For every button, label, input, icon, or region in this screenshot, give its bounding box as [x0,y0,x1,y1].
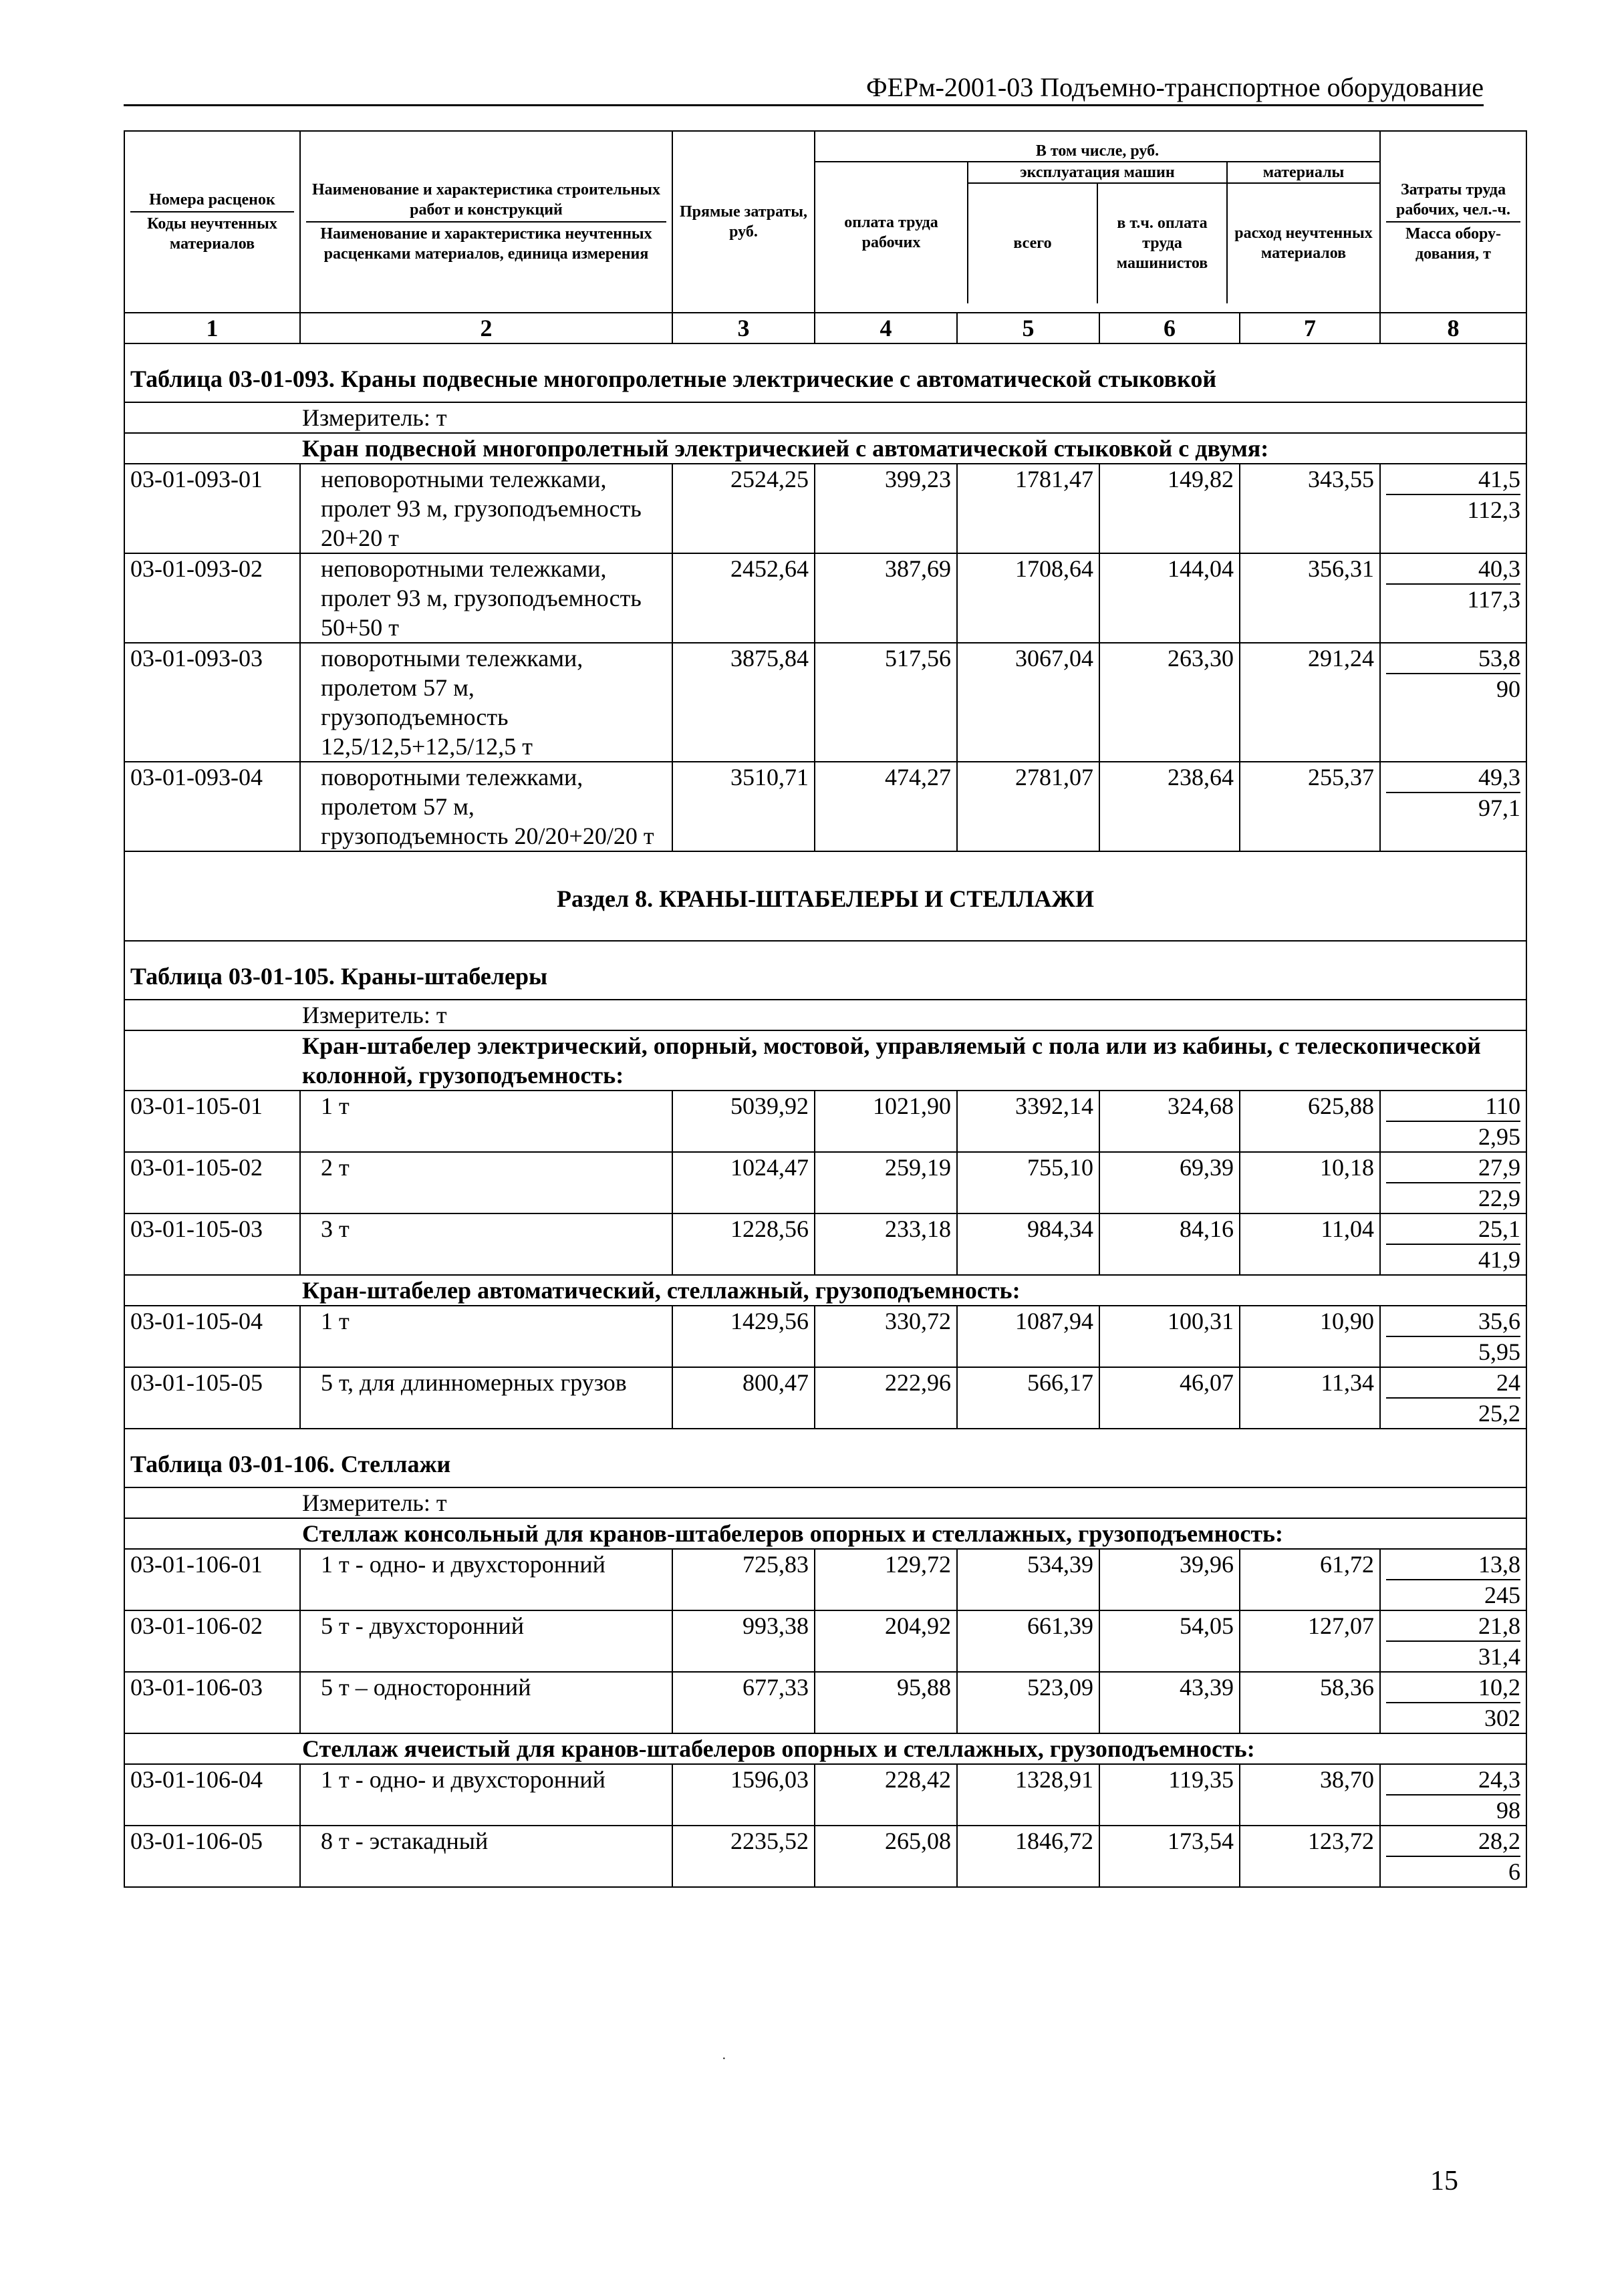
col-number: 4 [815,313,957,343]
mass-value: 41,9 [1478,1246,1520,1273]
labor-mass-cell [1380,1306,1526,1367]
labor-value: 25,1 [1386,1214,1520,1245]
value-c4: 222,96 [815,1367,957,1429]
labor-value: 24,3 [1386,1765,1520,1796]
work-name: 5 т - двухсторонний [300,1610,672,1672]
value-c4: 204,92 [815,1610,957,1672]
value-c5: 661,39 [957,1610,1099,1672]
work-name: неповоротными тележками, пролет 93 м, грузоподъемность 50+50 т [300,553,672,643]
rate-code: 03-01-106-05 [124,1826,300,1887]
labor-value: 21,8 [1386,1611,1520,1642]
value-c3: 1596,03 [672,1764,815,1826]
table-row [124,1213,1526,1275]
mass-value: 2,95 [1478,1123,1520,1150]
table-title: Таблица 03-01-105. Краны-штабелеры [124,941,1526,1000]
rate-code: 03-01-106-02 [124,1610,300,1672]
mass-value: 90 [1496,676,1520,702]
value-c5: 1846,72 [957,1826,1099,1887]
rate-code: 03-01-105-01 [124,1091,300,1152]
labor-mass-cell [1380,1764,1526,1826]
col-number: 2 [300,313,672,343]
labor-mass-cell [1380,1091,1526,1152]
rate-code: 03-01-093-03 [124,643,300,762]
value-c6: 39,96 [1099,1549,1240,1610]
labor-value: 13,8 [1386,1550,1520,1580]
col3-head: Прямые затраты, руб. [672,131,815,313]
table-row [124,1091,1526,1152]
work-name: 5 т – односторонний [300,1672,672,1733]
group-header: Стеллаж консольный для кранов-штабелеров опорных и стеллажных, грузоподъемность: [124,1518,1526,1549]
value-c3: 2235,52 [672,1826,815,1887]
table-title-row [124,343,1526,402]
value-c7: 127,07 [1240,1610,1380,1672]
col1-head-bottom: Коды неучтенных материалов [147,215,277,253]
labor-mass-cell [1380,1826,1526,1887]
table-row [124,553,1526,643]
value-c6: 43,39 [1099,1672,1240,1733]
header-row [124,131,1526,313]
value-c3: 1024,47 [672,1152,815,1213]
value-c4: 129,72 [815,1549,957,1610]
labor-value: 24 [1386,1368,1520,1399]
labor-value: 110 [1386,1091,1520,1122]
rate-code: 03-01-093-02 [124,553,300,643]
value-c5: 755,10 [957,1152,1099,1213]
value-c3: 2452,64 [672,553,815,643]
rate-code: 03-01-105-05 [124,1367,300,1429]
rate-code: 03-01-106-01 [124,1549,300,1610]
col-number: 5 [957,313,1099,343]
labor-value: 27,9 [1386,1153,1520,1183]
value-c7: 123,72 [1240,1826,1380,1887]
value-c6: 149,82 [1099,464,1240,553]
value-c6: 84,16 [1099,1213,1240,1275]
mass-value: 245 [1484,1582,1520,1608]
group-header-row [124,1518,1526,1549]
labor-mass-cell [1380,762,1526,851]
value-c4: 95,88 [815,1672,957,1733]
value-c3: 993,38 [672,1610,815,1672]
col-number: 8 [1380,313,1526,343]
value-c4: 330,72 [815,1306,957,1367]
labor-mass-cell [1380,1610,1526,1672]
value-c3: 5039,92 [672,1091,815,1152]
header-title: ФЕРм-2001-03 Подъемно-транспортное оборудование [865,72,1484,102]
value-c7: 11,04 [1240,1213,1380,1275]
value-c5: 3392,14 [957,1091,1099,1152]
value-c7: 58,36 [1240,1672,1380,1733]
value-c5: 523,09 [957,1672,1099,1733]
value-c6: 263,30 [1099,643,1240,762]
mass-value: 5,95 [1478,1338,1520,1365]
col-number: 1 [124,313,300,343]
mass-value: 22,9 [1478,1185,1520,1211]
work-name: 5 т, для длинномерных грузов [300,1367,672,1429]
measure-unit-row [124,1487,1526,1518]
col6-head: в т.ч. оплата труда машинистов [1097,183,1227,303]
work-name: 1 т - одно- и двухсторонний [300,1549,672,1610]
value-c6: 119,35 [1099,1764,1240,1826]
section-title: Раздел 8. КРАНЫ-ШТАБЕЛЕРЫ И СТЕЛЛАЖИ [124,851,1526,941]
value-c7: 255,37 [1240,762,1380,851]
value-c3: 1228,56 [672,1213,815,1275]
labor-value: 35,6 [1386,1306,1520,1337]
labor-mass-cell [1380,1152,1526,1213]
value-c4: 1021,90 [815,1091,957,1152]
stray-dot: · [722,2051,726,2066]
value-c7: 10,18 [1240,1152,1380,1213]
value-c6: 69,39 [1099,1152,1240,1213]
labor-value: 53,8 [1386,643,1520,674]
value-c4: 399,23 [815,464,957,553]
measure-unit-row [124,1000,1526,1030]
col2-head-top: Наименование и характеристика строительных работ и конструкций [306,180,666,223]
table-row [124,1764,1526,1826]
mass-value: 302 [1484,1705,1520,1731]
mat-head: материалы [1227,162,1379,183]
group-header: Кран подвесной многопролетный электрическией с автоматической стыковкой с двумя: [124,433,1526,464]
table-row [124,1306,1526,1367]
value-c7: 61,72 [1240,1549,1380,1610]
mass-value: 25,2 [1478,1400,1520,1427]
rate-code: 03-01-106-04 [124,1764,300,1826]
value-c4: 265,08 [815,1826,957,1887]
table-row [124,1367,1526,1429]
work-name: неповоротными тележками, пролет 93 м, грузоподъемность 20+20 т [300,464,672,553]
table-title: Таблица 03-01-106. Стеллажи [124,1429,1526,1487]
table-title: Таблица 03-01-093. Краны подвесные многопролетные электрические с автоматической стыковкой [124,343,1526,402]
col1-head-top: Номера расценок [130,190,294,212]
value-c6: 324,68 [1099,1091,1240,1152]
table-row [124,1610,1526,1672]
page-number: 15 [1430,2166,1458,2196]
page-header [124,72,1484,106]
value-c4: 387,69 [815,553,957,643]
mass-value: 31,4 [1478,1643,1520,1670]
work-name: 1 т - одно- и двухсторонний [300,1764,672,1826]
value-c5: 1708,64 [957,553,1099,643]
value-c3: 3510,71 [672,762,815,851]
rate-code: 03-01-105-03 [124,1213,300,1275]
labor-value: 40,3 [1386,554,1520,585]
col-number: 3 [672,313,815,343]
rate-code: 03-01-105-04 [124,1306,300,1367]
value-c7: 11,34 [1240,1367,1380,1429]
measure-unit: Измеритель: т [124,402,1526,433]
rate-code: 03-01-093-01 [124,464,300,553]
rate-code: 03-01-106-03 [124,1672,300,1733]
value-c3: 800,47 [672,1367,815,1429]
col-number: 7 [1240,313,1380,343]
table-row [124,1826,1526,1887]
labor-mass-cell [1380,553,1526,643]
labor-mass-cell [1380,1213,1526,1275]
group-header: Стеллаж ячеистый для кранов-штабелеров опорных и стеллажных, грузоподъемность: [124,1733,1526,1764]
value-c6: 173,54 [1099,1826,1240,1887]
value-c7: 343,55 [1240,464,1380,553]
labor-mass-cell [1380,1367,1526,1429]
table-row [124,762,1526,851]
work-name: 2 т [300,1152,672,1213]
col7-head: расход неучтенных материалов [1234,225,1373,262]
mass-value: 97,1 [1478,795,1520,821]
labor-mass-cell [1380,1549,1526,1610]
labor-mass-cell [1380,1672,1526,1733]
col5-head: всего [968,183,1097,303]
value-c5: 2781,07 [957,762,1099,851]
rates-table [124,130,1527,1888]
value-c6: 100,31 [1099,1306,1240,1367]
value-c4: 228,42 [815,1764,957,1826]
column-numbers-row [124,313,1526,343]
value-c6: 144,04 [1099,553,1240,643]
rate-code: 03-01-105-02 [124,1152,300,1213]
col2-head-bottom: Наименование и характеристика неучтенных расценками материалов, единица измерения [320,225,652,263]
table-row [124,464,1526,553]
group-header-row [124,1030,1526,1091]
value-c4: 517,56 [815,643,957,762]
value-c3: 3875,84 [672,643,815,762]
value-c5: 1781,47 [957,464,1099,553]
measure-unit: Измеритель: т [124,1487,1526,1518]
mass-value: 98 [1496,1797,1520,1824]
group-header-row [124,433,1526,464]
value-c5: 534,39 [957,1549,1099,1610]
col-number: 6 [1099,313,1240,343]
table-row [124,643,1526,762]
mass-value: 117,3 [1467,586,1520,613]
group-header: Кран-штабелер автоматический, стеллажный, грузоподъемность: [124,1275,1526,1306]
mass-value: 6 [1508,1858,1520,1885]
value-c5: 1328,91 [957,1764,1099,1826]
work-name: 3 т [300,1213,672,1275]
group-header-row [124,1733,1526,1764]
mass-value: 112,3 [1467,496,1520,523]
group-header: Кран-штабелер электрический, опорный, мостовой, управляемый с пола или из кабины, с телескопической колонной, грузоподъемность: [124,1030,1526,1091]
value-c5: 566,17 [957,1367,1099,1429]
value-c5: 3067,04 [957,643,1099,762]
incl-head: В том числе, руб. [815,141,1379,162]
table-row [124,1672,1526,1733]
work-name: 1 т [300,1306,672,1367]
value-c3: 2524,25 [672,464,815,553]
labor-mass-cell [1380,643,1526,762]
value-c7: 38,70 [1240,1764,1380,1826]
measure-unit: Измеритель: т [124,1000,1526,1030]
value-c3: 677,33 [672,1672,815,1733]
work-name: 8 т - эстакадный [300,1826,672,1887]
labor-value: 10,2 [1386,1673,1520,1703]
labor-value: 28,2 [1386,1826,1520,1857]
group-header-row [124,1275,1526,1306]
section-title-row [124,851,1526,941]
value-c3: 725,83 [672,1549,815,1610]
col4-head: оплата труда рабочих [815,162,968,303]
value-c4: 259,19 [815,1152,957,1213]
work-name: 1 т [300,1091,672,1152]
value-c6: 238,64 [1099,762,1240,851]
table-title-row [124,1429,1526,1487]
value-c7: 291,24 [1240,643,1380,762]
labor-mass-cell [1380,464,1526,553]
col8-head-top: Затраты труда рабочих, чел.-ч. [1386,180,1520,223]
value-c4: 233,18 [815,1213,957,1275]
value-c5: 984,34 [957,1213,1099,1275]
value-c6: 54,05 [1099,1610,1240,1672]
labor-value: 49,3 [1386,762,1520,793]
work-name: поворотными тележками, пролетом 57 м, грузоподъемность 20/20+20/20 т [300,762,672,851]
value-c7: 10,90 [1240,1306,1380,1367]
table-title-row [124,941,1526,1000]
value-c3: 1429,56 [672,1306,815,1367]
value-c7: 356,31 [1240,553,1380,643]
measure-unit-row [124,402,1526,433]
rate-code: 03-01-093-04 [124,762,300,851]
table-row [124,1549,1526,1610]
labor-value: 41,5 [1386,464,1520,495]
table-row [124,1152,1526,1213]
work-name: поворотными тележками, пролетом 57 м, грузоподъемность 12,5/12,5+12,5/12,5 т [300,643,672,762]
value-c4: 474,27 [815,762,957,851]
col8-head-bottom: Масса обору-дования, т [1405,225,1501,263]
value-c6: 46,07 [1099,1367,1240,1429]
value-c5: 1087,94 [957,1306,1099,1367]
value-c7: 625,88 [1240,1091,1380,1152]
expl-head: эксплуатация машин [968,162,1227,183]
